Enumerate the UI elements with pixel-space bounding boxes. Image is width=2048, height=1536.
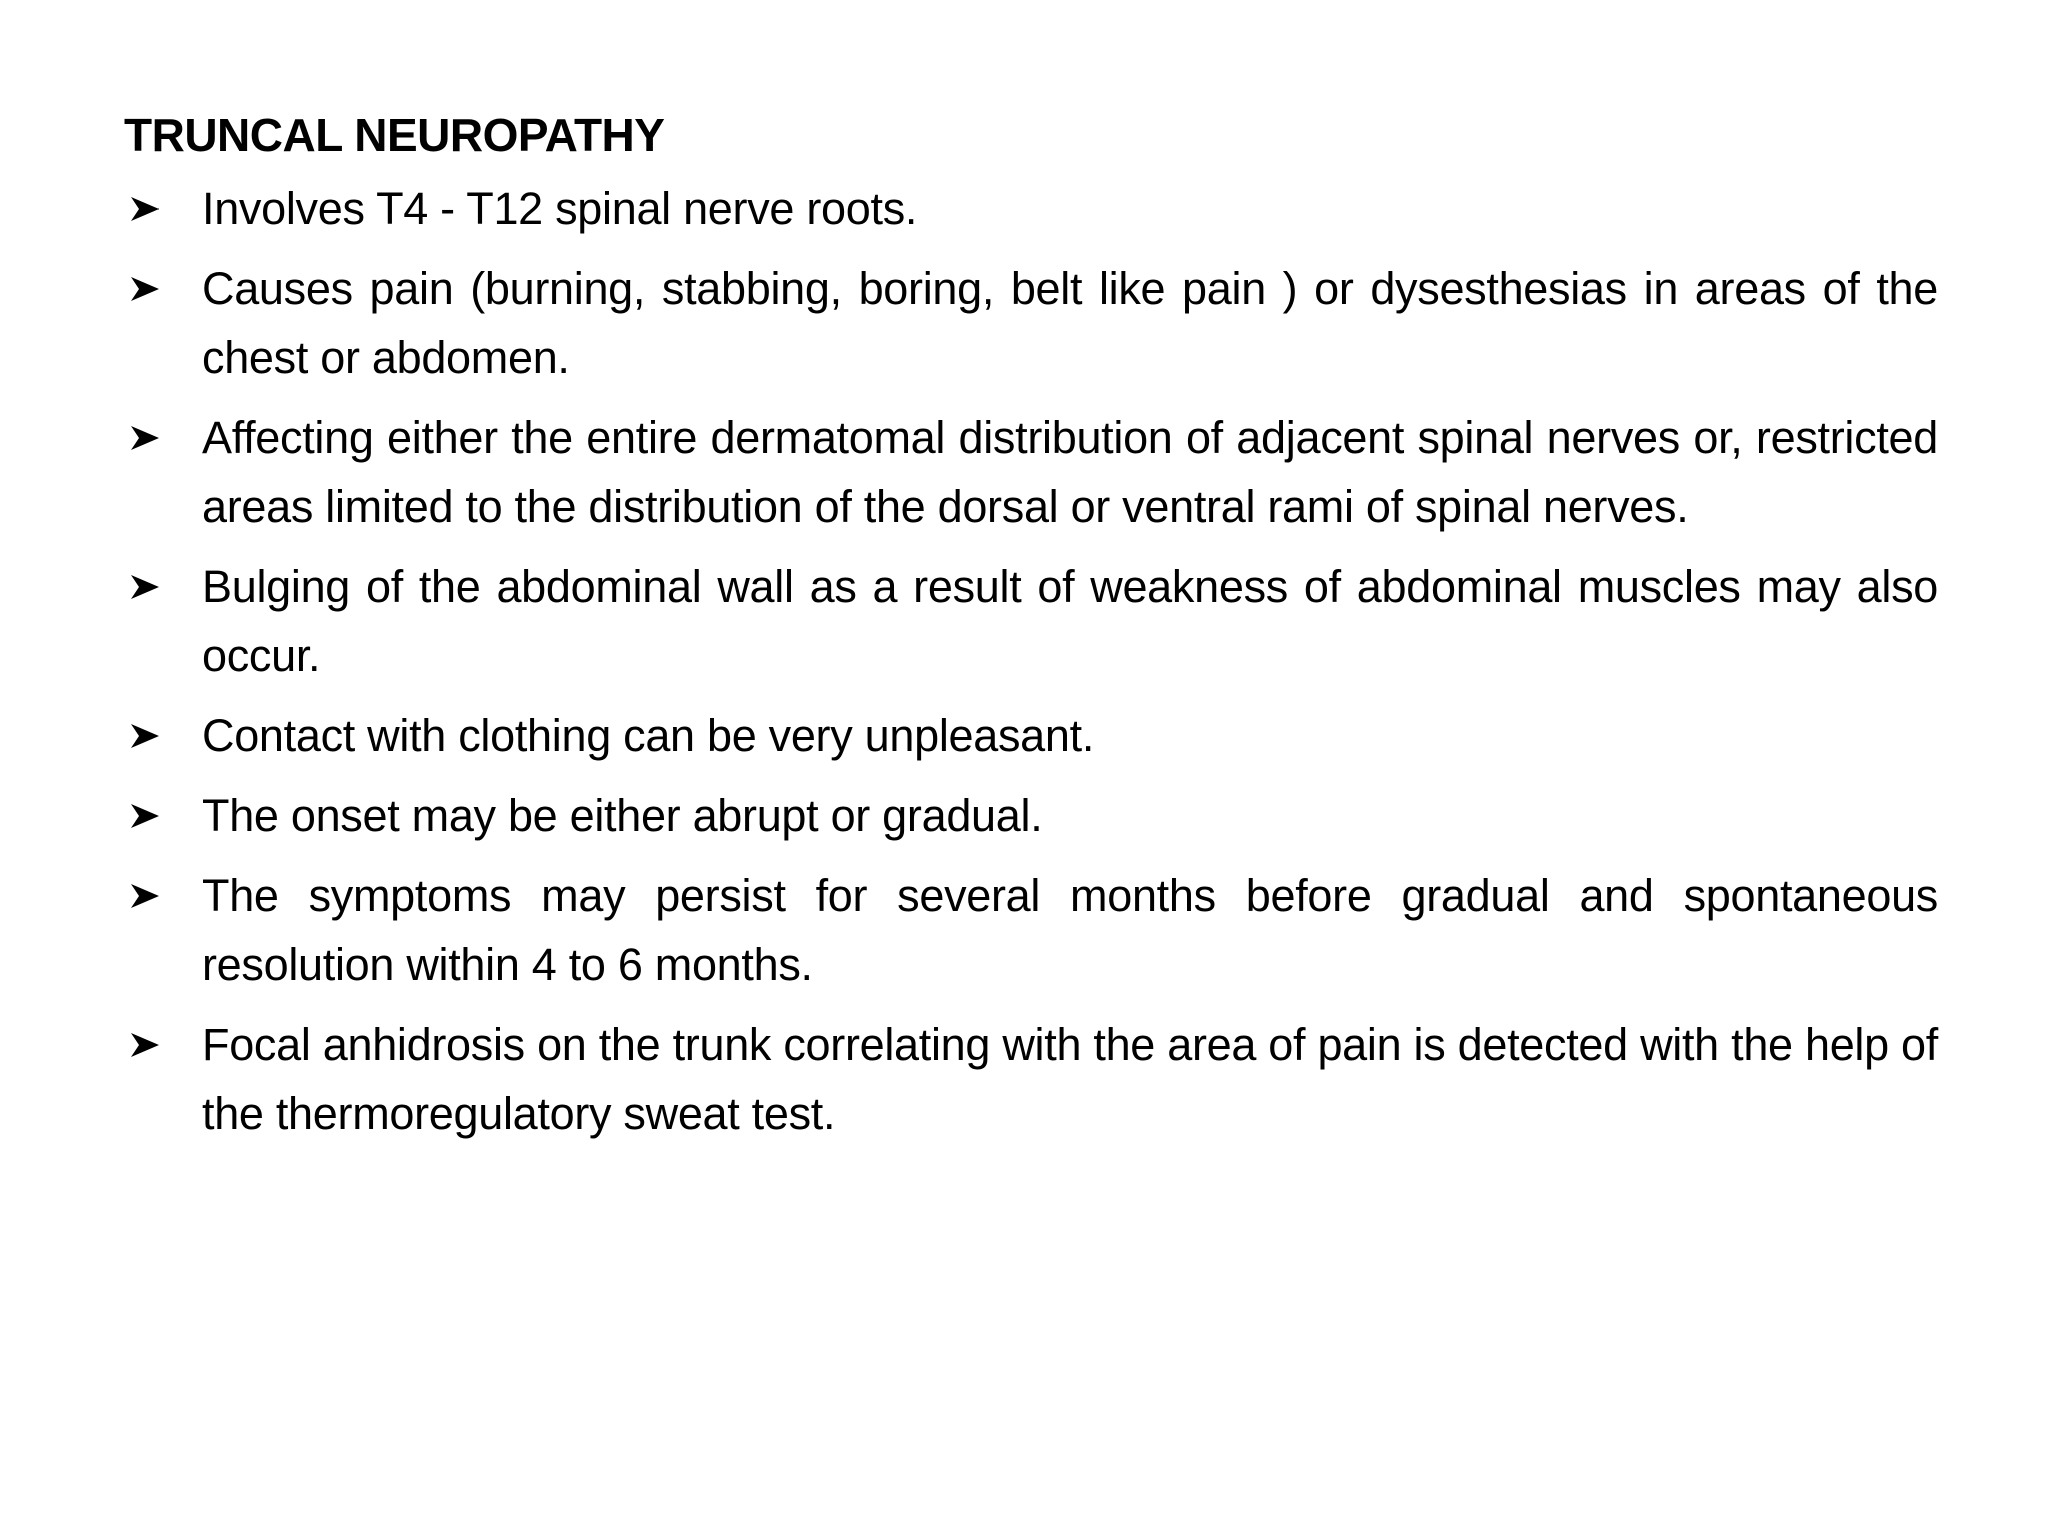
arrowhead-bullet-icon	[130, 425, 160, 451]
bullet-text: The symptoms may persist for several months before gradual and spontaneous resolution within 4 to 6 months.	[202, 870, 1938, 990]
arrowhead-bullet-icon	[130, 803, 160, 829]
bullet-text: Causes pain (burning, stabbing, boring, belt like pain ) or dysesthesias in areas of the chest or abdomen.	[202, 263, 1938, 383]
bullet-text: The onset may be either abrupt or gradual.	[202, 790, 1043, 841]
arrowhead-bullet-icon	[130, 723, 160, 749]
bullet-item	[124, 861, 1938, 999]
arrowhead-bullet-icon	[130, 196, 160, 222]
bullet-item	[124, 552, 1938, 690]
arrowhead-bullet-icon	[130, 883, 160, 909]
bullet-text: Involves T4 - T12 spinal nerve roots.	[202, 183, 918, 234]
bullet-text: Contact with clothing can be very unpleasant.	[202, 710, 1095, 761]
bullet-text: Affecting either the entire dermatomal distribution of adjacent spinal nerves or, restricted areas limited to the distribution of the dorsal or ventral rami of spinal nerves.	[202, 412, 1938, 532]
bullet-item	[124, 701, 1938, 770]
bullet-item	[124, 781, 1938, 850]
bullet-item	[124, 1010, 1938, 1148]
bullet-item	[124, 254, 1938, 392]
arrowhead-bullet-icon	[130, 276, 160, 302]
slide-content	[124, 100, 1938, 1159]
bullet-list	[124, 174, 1938, 1148]
bullet-item	[124, 174, 1938, 243]
arrowhead-bullet-icon	[130, 1032, 160, 1058]
bullet-item	[124, 403, 1938, 541]
bullet-text: Bulging of the abdominal wall as a result of weakness of abdominal muscles may also occur.	[202, 561, 1938, 681]
slide-title: TRUNCAL NEUROPATHY	[124, 109, 665, 161]
arrowhead-bullet-icon	[130, 574, 160, 600]
bullet-text: Focal anhidrosis on the trunk correlating with the area of pain is detected with the help of the thermoregulatory sweat test.	[202, 1019, 1938, 1139]
